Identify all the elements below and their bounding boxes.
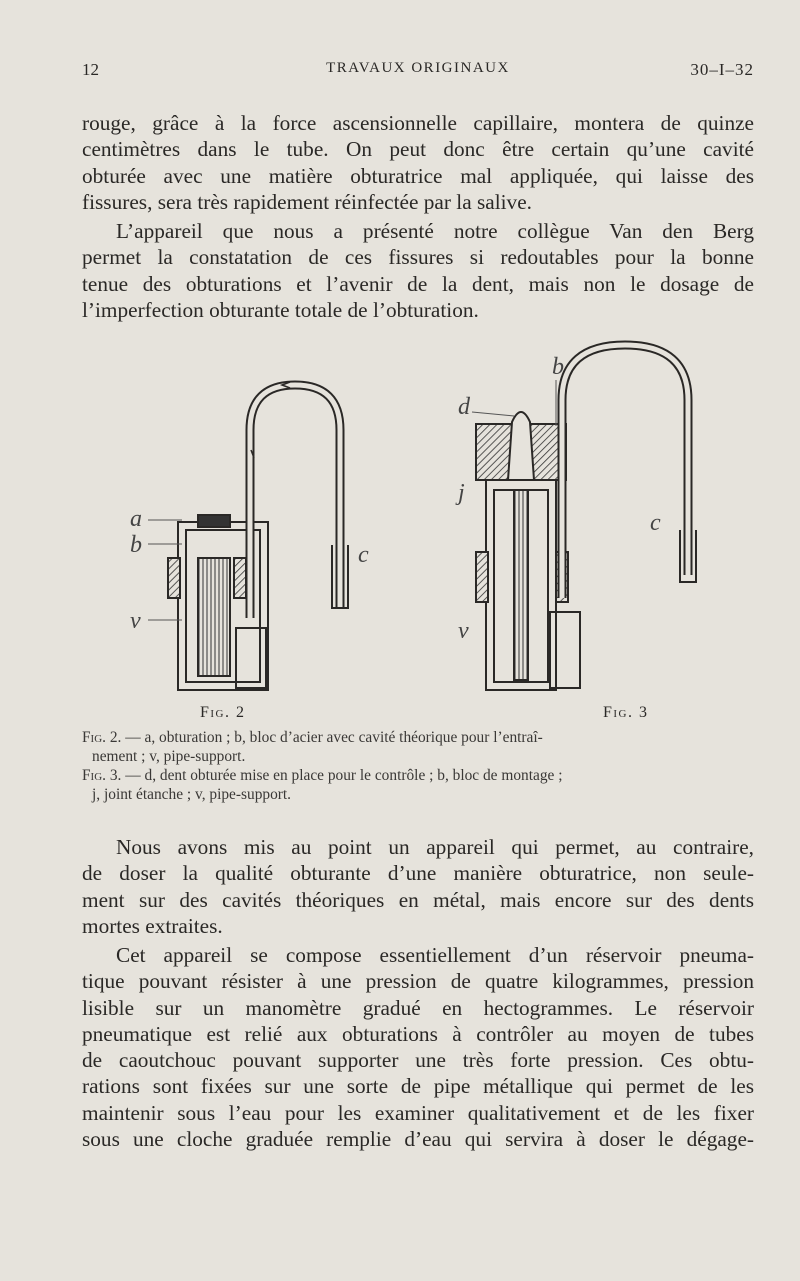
- text-line: obturée avec une matière obturatrice mal appliquée, qui laisse des: [82, 163, 754, 188]
- text-line: fissures, sera très rapidement réinfectée par la salive.: [82, 189, 532, 214]
- text-line: centimètres dans le tube. On peut donc être certain qu’une cavité: [82, 137, 754, 162]
- figure-3-label: Fig. 3: [603, 704, 649, 721]
- issue-date: 30–I–32: [690, 60, 754, 79]
- text-line: tenue des obturations et l’avenir de la dent, mais non le dosage de: [82, 271, 754, 296]
- label-c: c: [358, 542, 369, 568]
- text-line: sous une cloche graduée remplie d’eau qui servira à doser le dégage-: [82, 1127, 754, 1152]
- text-line: rouge, grâce à la force ascensionnelle capillaire, montera de quinze: [82, 111, 754, 135]
- label-d: d: [458, 394, 470, 420]
- caption-fig3: [82, 766, 754, 785]
- text-line: l’imperfection obturante totale de l’obturation.: [82, 297, 479, 322]
- figure-captions: [82, 728, 754, 804]
- running-head: [82, 60, 754, 86]
- label-v: v: [130, 608, 141, 634]
- caption-fig3-text: — d, dent obturée mise en place pour le contrôle ; b, bloc de montage ;: [125, 767, 563, 784]
- label-j: j: [458, 480, 465, 506]
- text-line: Nous avons mis au point un appareil qui permet, au contraire,: [116, 835, 754, 859]
- label-c3: c: [650, 510, 661, 536]
- figure-2-drawing: [168, 382, 348, 690]
- text-line: tique pouvant résister à une pression de quatre kilogrammes, pression: [82, 969, 754, 994]
- caption-fig2-label: Fig. 2.: [82, 729, 122, 746]
- caption-fig3-label: Fig. 3.: [82, 767, 122, 784]
- paragraph-1: [82, 110, 754, 215]
- caption-fig2: [82, 728, 754, 747]
- label-b: b: [130, 532, 142, 558]
- text-line: de caoutchouc pouvant supporter une très forte pression. Ces obtu-: [82, 1048, 754, 1073]
- label-a: a: [130, 506, 142, 532]
- text-line: pneumatique est relié aux obturations à contrôler au moyen de tubes: [82, 1021, 754, 1046]
- figure-3-drawing: [476, 345, 696, 690]
- running-title: TRAVAUX ORIGINAUX: [326, 60, 510, 76]
- paragraph-3: [82, 834, 754, 939]
- text-line: rations sont fixées sur une sorte de pipe métallique qui permet de les: [82, 1074, 754, 1099]
- paragraph-2: [82, 218, 754, 323]
- paragraph-4: [82, 942, 754, 1152]
- page-number: 12: [82, 60, 99, 79]
- caption-fig2-text: — a, obturation ; b, bloc d’acier avec cavité théorique pour l’entraî-: [125, 729, 543, 746]
- text-line: permet la constatation de ces fissures si redoutables pour la bonne: [82, 245, 754, 270]
- text-line: L’appareil que nous a présenté notre collègue Van den Berg: [116, 219, 754, 243]
- text-line: lisible sur un manomètre gradué en hectogrammes. Le réservoir: [82, 995, 754, 1020]
- text-line: mortes extraites.: [82, 913, 223, 938]
- text-line: maintenir sous l’eau pour les examiner qualitativement et de les fixer: [82, 1100, 754, 1125]
- label-v3: v: [458, 618, 469, 644]
- caption-fig2-cont: nement ; v, pipe-support.: [92, 748, 246, 765]
- figure-2-label: Fig. 2: [200, 704, 246, 721]
- text-line: Cet appareil se compose essentiellement d’un réservoir pneuma-: [116, 943, 754, 967]
- text-line: de doser la qualité obturante d’une manière obturatrice, non seule-: [82, 861, 754, 886]
- apparatus-figures: [110, 330, 710, 700]
- label-b3: b: [552, 354, 564, 380]
- caption-fig3-cont: j, joint étanche ; v, pipe-support.: [92, 786, 292, 803]
- text-line: ment sur des cavités théoriques en métal, mais encore sur des dents: [82, 887, 754, 912]
